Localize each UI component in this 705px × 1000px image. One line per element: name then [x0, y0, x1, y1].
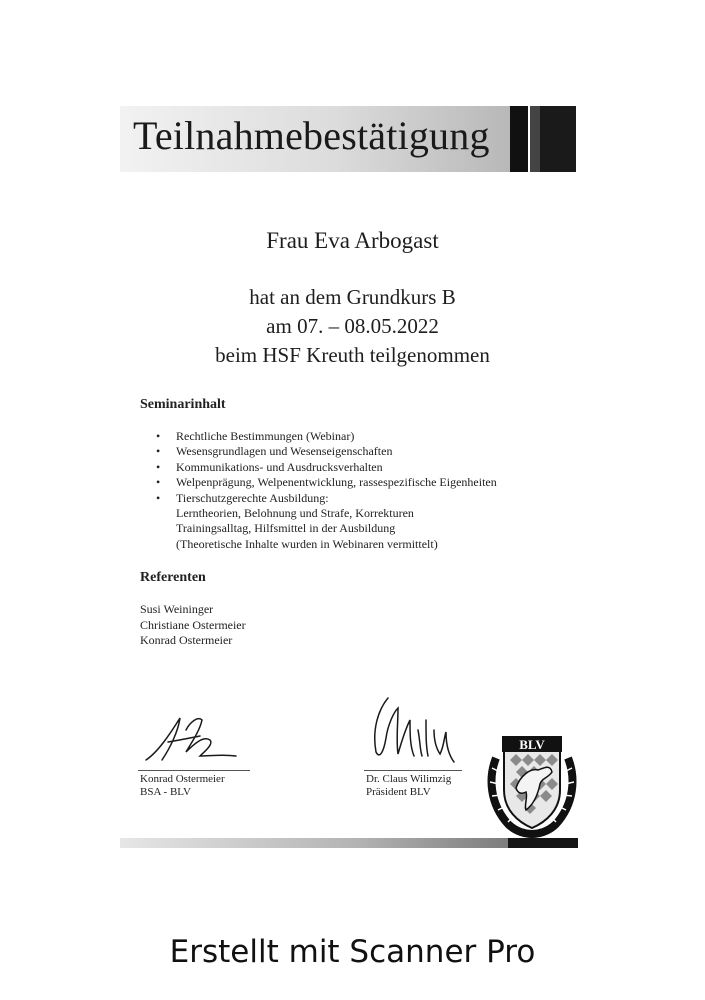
blv-crest-icon — [486, 728, 578, 838]
signatory-name: Konrad Ostermeier — [140, 773, 225, 785]
svg-text:BLV: BLV — [519, 737, 545, 752]
list-subitem: Trainingsalltag, Hilfsmittel in der Ausbildung — [176, 521, 396, 536]
statement-line-1: hat an dem Grundkurs B — [249, 285, 456, 309]
signatory-role: Präsident BLV — [366, 786, 431, 798]
list-item: • Kommunikations- und Ausdrucksverhalten — [156, 459, 383, 474]
page-title: Teilnahmebestätigung — [133, 113, 490, 158]
footer-block — [508, 838, 578, 848]
referent-name: Konrad Ostermeier — [140, 633, 233, 647]
signature-line-right — [364, 770, 462, 771]
statement-line-2: am 07. – 08.05.2022 — [266, 314, 439, 338]
referent-name: Christiane Ostermeier — [140, 617, 246, 632]
referent-name: Susi Weininger — [140, 602, 214, 616]
list-item: • Tierschutzgerechte Ausbildung: Lerntheorien, Belohnung und Strafe, Korrekturen Trainingsalltag, Hilfsmittel in der Ausbildung (Theoretische Inhalte wurden in Webinaren vermittelt) — [156, 491, 497, 553]
seminar-topics-list — [156, 429, 497, 552]
signature-block-left — [140, 773, 225, 799]
signature-right-icon — [364, 690, 464, 770]
list-subitem: Lerntheorien, Belohnung und Strafe, Korrekturen — [176, 506, 414, 521]
list-item: • Rechtliche Bestimmungen (Webinar) — [156, 429, 355, 443]
list-item: • Welpenprägung, Welpenentwicklung, rassespezifische Eigenheiten — [156, 475, 497, 490]
signature-line-left — [138, 770, 250, 771]
list-item: • Wesensgrundlagen und Wesenseigenschaften — [156, 444, 393, 459]
referents-heading: Referenten — [140, 570, 206, 585]
signature-left-icon — [140, 712, 240, 768]
signatory-name: Dr. Claus Wilimzig — [366, 773, 452, 785]
list-subitem: (Theoretische Inhalte wurden in Webinaren vermittelt) — [176, 536, 438, 551]
signature-block-right — [366, 773, 451, 799]
recipient-name: Frau Eva Arbogast — [266, 228, 439, 253]
signatory-role: BSA - BLV — [140, 786, 191, 798]
footer-bar — [120, 838, 516, 848]
referents-list — [140, 602, 246, 649]
seminar-heading: Seminarinhalt — [140, 397, 226, 412]
statement-line-3: beim HSF Kreuth teilgenommen — [215, 343, 490, 367]
scanner-watermark: Erstellt mit Scanner Pro — [169, 934, 536, 970]
